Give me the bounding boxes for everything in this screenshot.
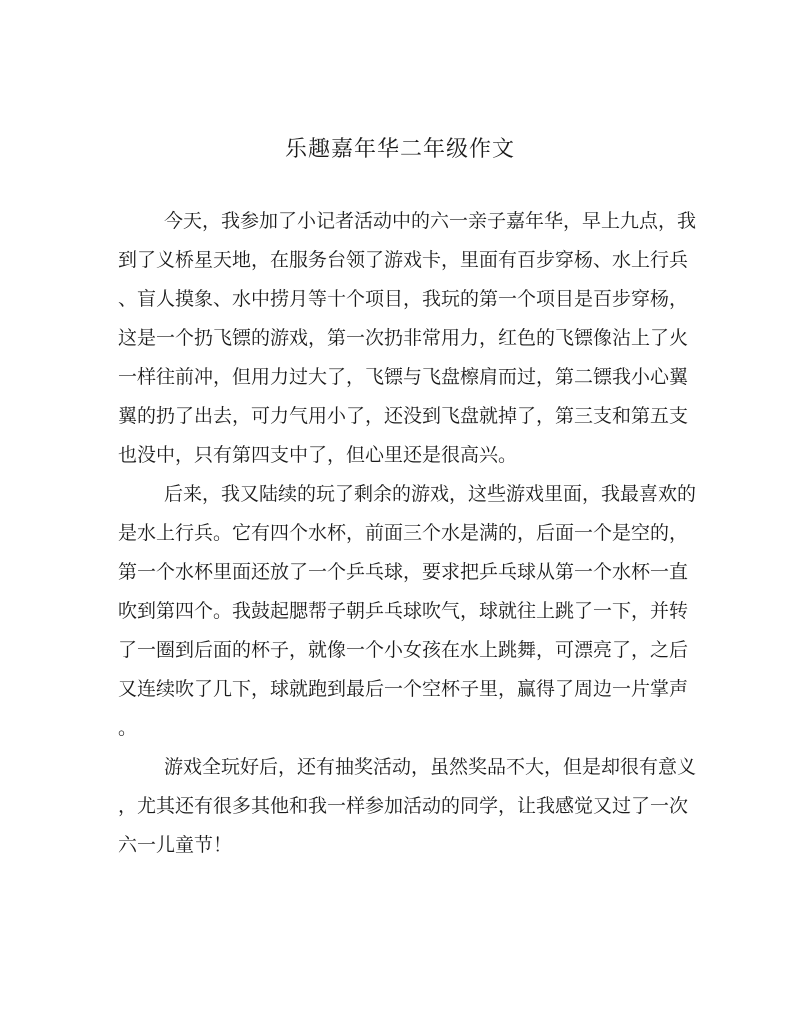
paragraph-2-line-5: 了一圈到后面的杯子，就像一个小女孩在水上跳舞，可漂亮了，之后 — [118, 639, 689, 661]
paragraph-2-line-6: 又连续吹了几下，球就跑到最后一个空杯子里，赢得了周边一片掌声 — [118, 678, 689, 700]
paragraph-1-line-4: 这是一个扔飞镖的游戏，第一次扔非常用力，红色的飞镖像沾上了火 — [118, 327, 689, 349]
paragraph-3-line-3: 六一儿童节！ — [118, 834, 233, 856]
paragraph-2-line-4: 吹到第四个。我鼓起腮帮子朝乒乓球吹气，球就往上跳了一下，并转 — [118, 600, 689, 622]
paragraph-2-line-1: 后来，我又陆续的玩了剩余的游戏，这些游戏里面，我最喜欢的 — [164, 483, 697, 505]
paragraph-1-line-2: 到了义桥星天地，在服务台领了游戏卡，里面有百步穿杨、水上行兵 — [118, 249, 689, 271]
paragraph-1-line-5: 一样往前冲，但用力过大了，飞镖与飞盘檫肩而过，第二镖我小心翼 — [118, 366, 689, 388]
paragraph-1-line-3: 、盲人摸象、水中捞月等十个项目，我玩的第一个项目是百步穿杨， — [118, 288, 689, 310]
paragraph-1-line-7: 也没中，只有第四支中了，但心里还是很高兴。 — [118, 444, 518, 466]
paragraph-1-line-6: 翼的扔了出去，可力气用小了，还没到飞盘就掉了，第三支和第五支 — [118, 405, 689, 427]
paragraph-3-line-2: ，尤其还有很多其他和我一样参加活动的同学，让我感觉又过了一次 — [118, 795, 689, 817]
document-title: 乐趣嘉年华二年级作文 — [284, 137, 515, 162]
paragraph-2-line-7: 。 — [118, 717, 138, 739]
paragraph-1-line-1: 今天，我参加了小记者活动中的六一亲子嘉年华，早上九点，我 — [164, 210, 697, 232]
paragraph-2-line-2: 是水上行兵。它有四个水杯，前面三个水是满的，后面一个是空的， — [118, 522, 689, 544]
paragraph-3-line-1: 游戏全玩好后，还有抽奖活动，虽然奖品不大，但是却很有意义 — [164, 756, 697, 778]
paragraph-2-line-3: 第一个水杯里面还放了一个乒乓球，要求把乒乓球从第一个水杯一直 — [118, 561, 689, 583]
